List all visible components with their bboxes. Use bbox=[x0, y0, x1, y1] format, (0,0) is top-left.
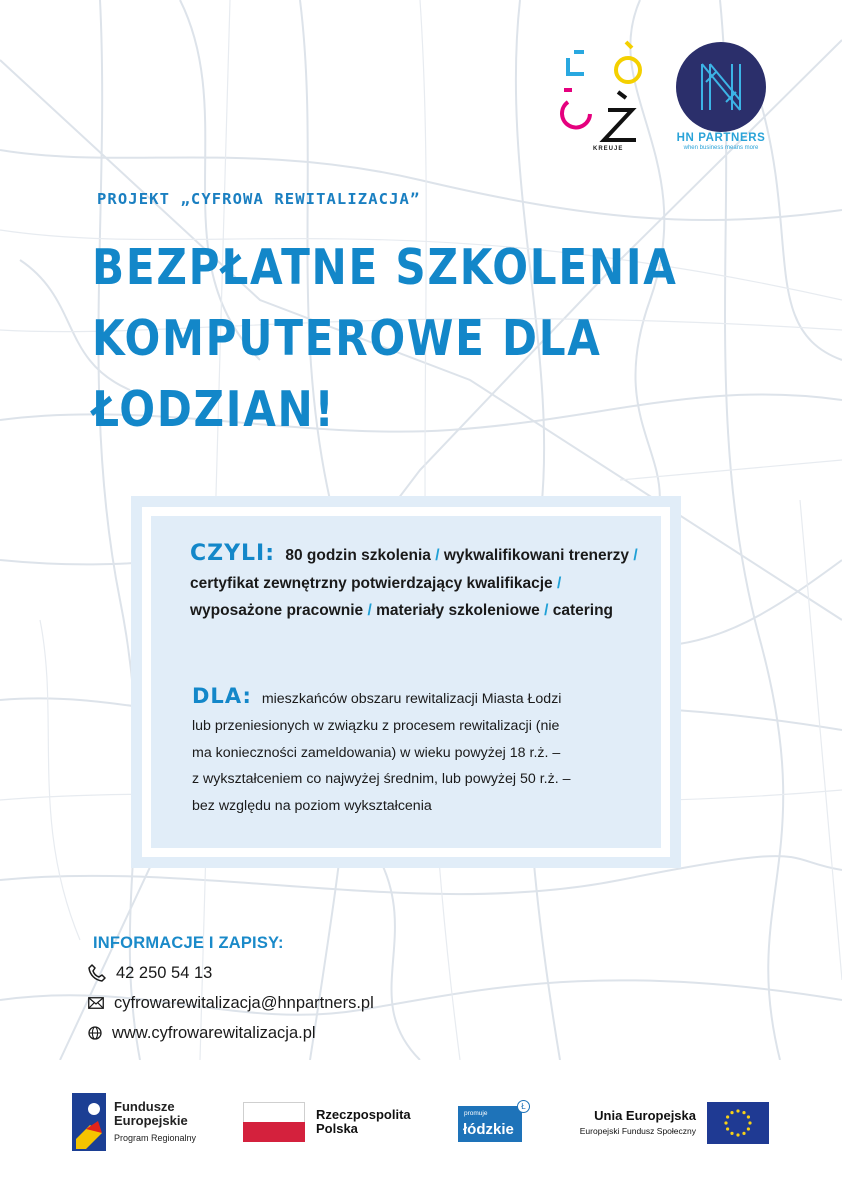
dla-line: lub przeniesionych w związku z procesem rewitalizacji (nie bbox=[192, 717, 560, 734]
separator-slash: / bbox=[367, 602, 372, 619]
fundusze-program: Program Regionalny bbox=[114, 1133, 197, 1143]
headline bbox=[92, 232, 694, 445]
lodzkie-small-text: promuje bbox=[464, 1110, 488, 1117]
envelope-icon bbox=[88, 997, 104, 1009]
dla-paragraph bbox=[192, 683, 632, 820]
headline-line-2: KOMPUTEROWE DLA bbox=[92, 310, 602, 367]
dla-line: z wykształceniem co najwyżej średnim, lub powyżej 50 r.ż. – bbox=[192, 771, 571, 788]
dla-line: ma konieczności zameldowania) w wieku powyżej 18 r.ż. – bbox=[192, 744, 561, 761]
czyli-item: materiały szkoleniowe bbox=[376, 602, 540, 619]
efs-name: Europejski Fundusz Społeczny bbox=[579, 1126, 696, 1136]
contact-email[interactable] bbox=[88, 991, 374, 1015]
lodzkie-mark-icon: Ł bbox=[517, 1100, 530, 1113]
dla-label: DLA: bbox=[192, 684, 252, 708]
hn-partners-tagline: when business means more bbox=[683, 145, 759, 151]
unia-europejska-name: Unia Europejska bbox=[594, 1108, 696, 1123]
separator-slash: / bbox=[557, 574, 562, 592]
czyli-item: wykwalifikowani trenerzy bbox=[443, 547, 630, 564]
headline-line-3: ŁODZIAN! bbox=[92, 381, 336, 438]
rp-line-2: Polska bbox=[316, 1121, 358, 1136]
hn-partners-name: HN PARTNERS bbox=[676, 132, 766, 144]
czyli-item: wyposażone pracownie bbox=[190, 602, 364, 619]
contact-phone[interactable] bbox=[88, 961, 212, 985]
website-url[interactable]: www.cyfrowarewitalizacja.pl bbox=[112, 1023, 316, 1042]
czyli-item: certyfikat zewnętrzny potwierdzający kwalifikacje bbox=[190, 574, 553, 592]
fe-line-1: Fundusze bbox=[114, 1099, 175, 1114]
email-address[interactable]: cyfrowarewitalizacja@hnpartners.pl bbox=[114, 993, 374, 1012]
czyli-paragraph bbox=[190, 540, 640, 625]
lodz-logo-subtitle: KREUJE bbox=[593, 146, 624, 152]
contact-website[interactable] bbox=[88, 1021, 316, 1045]
separator-slash: / bbox=[544, 602, 549, 619]
separator-slash: / bbox=[435, 547, 440, 564]
lodz-kreuje-logo bbox=[560, 40, 646, 155]
globe-icon bbox=[88, 1026, 102, 1040]
poland-flag bbox=[243, 1102, 305, 1142]
rp-line-1: Rzeczpospolita bbox=[316, 1107, 411, 1122]
separator-slash: / bbox=[633, 547, 638, 564]
hn-partners-logo bbox=[676, 42, 766, 132]
rzeczpospolita-polska-name bbox=[316, 1108, 411, 1136]
promuje-lodzkie-logo bbox=[458, 1106, 522, 1142]
fe-line-2: Europejskie bbox=[114, 1113, 188, 1128]
fundusze-europejskie-logo bbox=[72, 1093, 106, 1151]
eu-flag-icon bbox=[707, 1102, 769, 1144]
czyli-item: 80 godzin szkolenia bbox=[285, 547, 431, 564]
dla-line: mieszkańców obszaru rewitalizacji Miasta Łodzi bbox=[261, 691, 562, 707]
czyli-label: CZYLI: bbox=[190, 541, 276, 566]
dla-line: bez względu na poziom wykształcenia bbox=[192, 798, 432, 815]
czyli-item: catering bbox=[552, 602, 614, 619]
headline-line-1: BEZPŁATNE SZKOLENIA bbox=[92, 239, 678, 296]
fundusze-europejskie-name bbox=[114, 1100, 188, 1128]
contact-title: INFORMACJE I ZAPISY: bbox=[93, 934, 284, 952]
phone-icon bbox=[88, 964, 106, 982]
phone-number[interactable]: 42 250 54 13 bbox=[116, 963, 213, 982]
lodzkie-text: łódzkie bbox=[463, 1121, 514, 1138]
project-label: PROJEKT „CYFROWA REWITALIZACJA” bbox=[97, 190, 421, 208]
